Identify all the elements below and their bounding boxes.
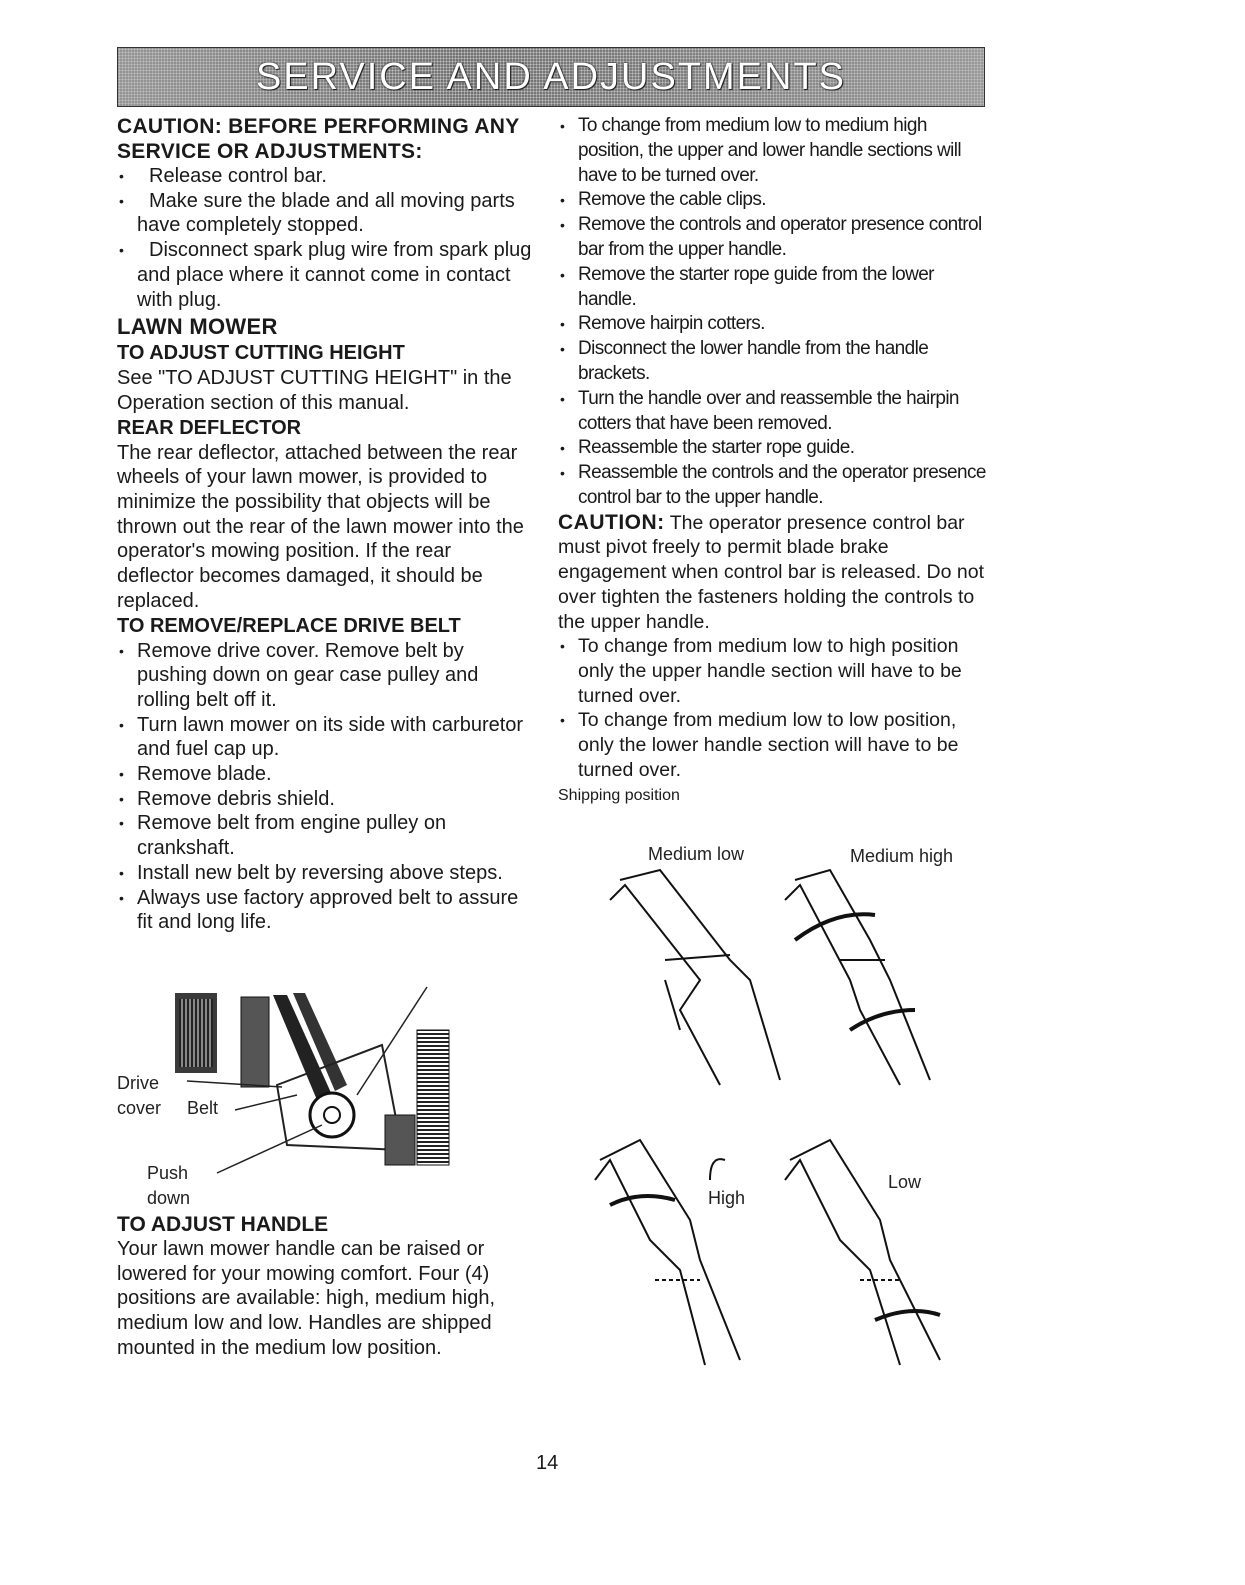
list-item: • Disconnect spark plug wire from spark plug and place where it cannot come in contact with plug. [119, 239, 532, 311]
bullet-icon: • [560, 266, 565, 283]
list-item: • Remove hairpin cotters. [558, 312, 988, 337]
list-item: • Install new belt by reversing above steps. [119, 861, 503, 884]
bullet-icon: • [560, 712, 565, 729]
label-drive: Drive [117, 1073, 160, 1093]
bullet-icon: • [560, 217, 565, 234]
list-item: • Remove the cable clips. [558, 188, 988, 213]
bullet-icon: • [560, 118, 565, 134]
drive-belt-figure [117, 985, 537, 1210]
right-column [558, 114, 988, 822]
list-item: • To change from medium low to medium high position, the upper and lower handle sections will have to be turned over. [560, 115, 961, 186]
bullet-icon: • [119, 815, 124, 832]
handle-steps-list-2 [558, 634, 988, 782]
cutting-height-text: See "TO ADJUST CUTTING HEIGHT" in the Operation section of this manual. [117, 367, 512, 414]
list-item: • Reassemble the starter rope guide. [558, 436, 988, 461]
handle-medium-high [785, 870, 930, 1085]
list-item: • Remove blade. [119, 763, 272, 786]
bullet-icon: • [119, 889, 124, 906]
caution-paragraph [558, 511, 988, 635]
bullet-icon: • [560, 390, 565, 407]
banner-title: SERVICE AND ADJUSTMENTS [255, 56, 847, 98]
engine-housing [241, 997, 269, 1087]
bullet-icon: • [119, 766, 124, 783]
leader-belt [235, 1095, 297, 1110]
list-item: • Reassemble the controls and the operator presence control bar to the upper handle. [560, 462, 986, 508]
engine-fins [179, 999, 213, 1067]
bullet-icon: • [119, 642, 124, 659]
left-column [117, 114, 532, 935]
bullet-icon: • [119, 790, 124, 807]
list-item: • Release control bar. [119, 165, 327, 187]
list-item: • Always use factory approved belt to assure fit and long life. [119, 886, 519, 934]
caution-text: The operator presence control bar must pivot freely to permit blade brake engagement when control bar is released. Do not over tighten the fasteners holding the controls to the upper handle. [558, 511, 985, 633]
bullet-icon: • [560, 341, 565, 358]
caution-list [117, 164, 532, 312]
handle-positions-figure [580, 840, 1000, 1400]
caution-heading: CAUTION: BEFORE PERFORMING ANY SERVICE OR ADJUSTMENTS: [117, 115, 520, 163]
cutting-height-heading: TO ADJUST CUTTING HEIGHT [117, 342, 405, 365]
list-item: • Disconnect the lower handle from the handle brackets. [560, 338, 929, 384]
drive-belt-heading: TO REMOVE/REPLACE DRIVE BELT [117, 614, 461, 637]
handle-medium-low [610, 870, 780, 1085]
label-medium-low: Medium low [648, 844, 745, 864]
list-item: • Turn lawn mower on its side with carburetor and fuel cap up. [119, 713, 524, 761]
list-item: • Make sure the blade and all moving parts have completely stopped. [119, 189, 515, 237]
rear-wheel [417, 1030, 449, 1165]
list-item: • Turn the handle over and reassemble the hairpin cotters that have been removed. [560, 387, 959, 434]
list-item: • Remove debris shield. [119, 787, 335, 810]
shipping-position-label: Shipping position [558, 787, 680, 805]
rear-deflector-heading: REAR DEFLECTOR [117, 416, 302, 439]
handle-high [595, 1140, 740, 1365]
handle-illustrations [580, 840, 1000, 1400]
list-item: • Remove drive cover. Remove belt by pushing down on gear case pulley and rolling belt off it. [119, 639, 479, 711]
list-item: • To change from medium low to low position, only the lower handle section will have to be turned over. [560, 709, 959, 781]
bullet-icon: • [119, 192, 124, 209]
bullet-icon: • [560, 465, 565, 482]
label-high: High [708, 1188, 746, 1208]
rear-deflector-text: The rear deflector, attached between the rear wheels of your lawn mower, is provided to minimize the possibility that objects will be thrown out the rear of the lawn mower into the operator's mowing position. If the rear deflector becomes damaged, it should be replaced. [117, 441, 524, 612]
label-push: Push [147, 1163, 189, 1183]
bullet-icon: • [560, 316, 565, 333]
bullet-icon: • [560, 440, 565, 457]
caution-label: CAUTION: [558, 510, 665, 534]
handle-steps-list [558, 114, 988, 511]
adjust-handle-text: Your lawn mower handle can be raised or lowered for your mowing comfort. Four (4) positions are available: high, medium high, medium low and low. Handles are shipped mounted in the medium low position. [117, 1238, 495, 1359]
drive-belt-list [117, 639, 532, 935]
list-item: • Remove belt from engine pulley on crankshaft. [119, 812, 447, 860]
lawn-mower-heading: LAWN MOWER [117, 314, 278, 340]
label-medium-high: Medium high [850, 846, 954, 866]
handle-low [785, 1140, 940, 1365]
adjust-handle-section [117, 1212, 532, 1361]
label-low: Low [888, 1172, 922, 1192]
label-down: down [147, 1188, 191, 1208]
bullet-icon: • [560, 638, 565, 655]
bullet-icon: • [560, 192, 565, 209]
gear-case-pulley [310, 1093, 354, 1137]
section-banner [117, 47, 985, 107]
bullet-icon: • [119, 168, 124, 184]
list-item: • Remove the controls and operator presence control bar from the upper handle. [560, 214, 982, 260]
bullet-icon: • [119, 242, 124, 259]
label-belt: Belt [187, 1098, 219, 1118]
label-cover: cover [117, 1098, 162, 1118]
page-number: 14 [536, 1452, 559, 1474]
bullet-icon: • [119, 864, 124, 881]
leader-push-down [217, 1125, 322, 1173]
list-item: • To change from medium low to high position only the upper handle section will have to be turned over. [560, 635, 962, 707]
bullet-icon: • [119, 716, 124, 733]
adjust-handle-heading: TO ADJUST HANDLE [117, 1213, 329, 1236]
list-item: • Remove the starter rope guide from the lower handle. [560, 263, 934, 310]
wheel-gear [385, 1115, 415, 1165]
